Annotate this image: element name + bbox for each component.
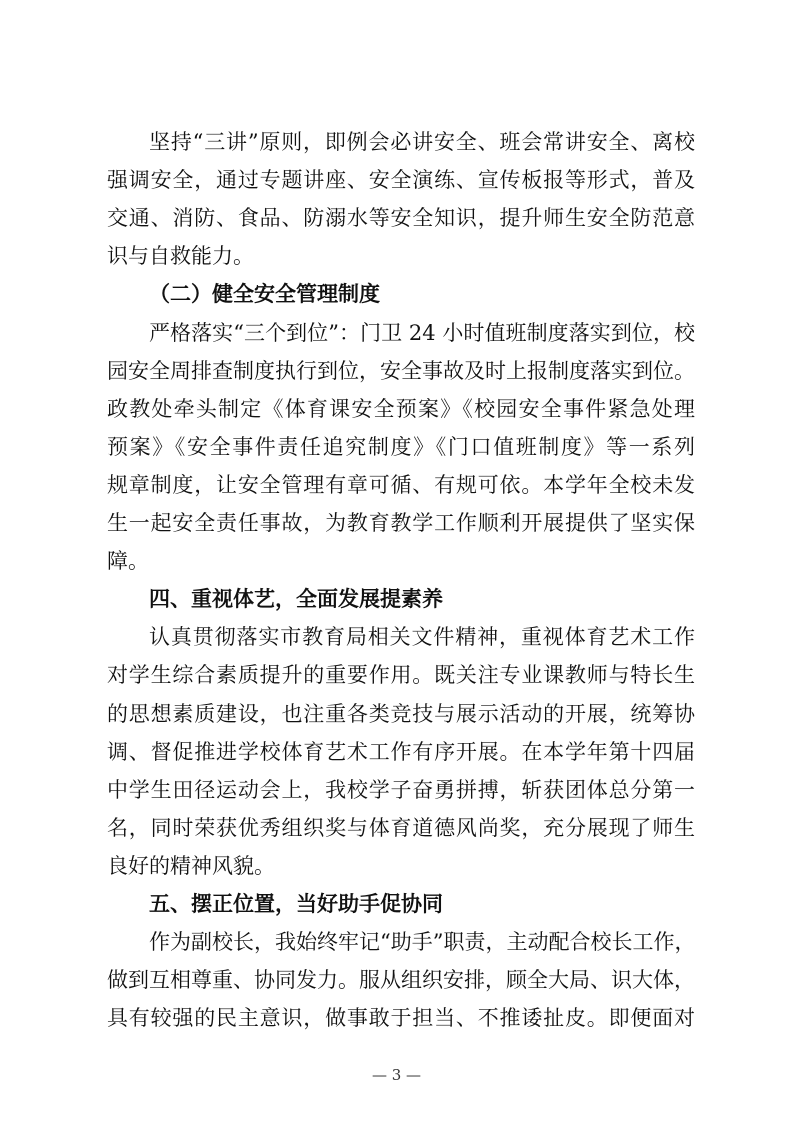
paragraph-line: 做到互相尊重、协同发力。服从组织安排，顾全大局、识大体， bbox=[107, 968, 695, 993]
paragraph-line: 调、督促推进学校体育艺术工作有序开展。在本学年第十四届 bbox=[107, 739, 695, 764]
paragraph-line: 对学生综合素质提升的重要作用。既关注专业课教师与特长生 bbox=[107, 663, 695, 688]
paragraph-line: 良好的精神风貌。 bbox=[107, 853, 275, 878]
paragraph-line: 园安全周排查制度执行到位，安全事故及时上报制度落实到位。 bbox=[107, 358, 695, 383]
section-heading: 五、摆正位置，当好助手促协同 bbox=[149, 892, 443, 916]
section-heading: 四、重视体艺，全面发展提素养 bbox=[149, 587, 443, 612]
paragraph-line: 预案》《安全事件责任追究制度》《门口值班制度》等一系列 bbox=[107, 434, 695, 459]
paragraph-line: 作为副校长，我始终牢记“助手”职责，主动配合校长工作， bbox=[149, 930, 696, 955]
paragraph-line: 强调安全，通过专题讲座、安全演练、宣传板报等形式，普及 bbox=[107, 168, 695, 193]
paragraph-line: 严格落实“三个到位”：门卫 24 小时值班制度落实到位，校 bbox=[149, 320, 695, 345]
paragraph-line: 的思想素质建设，也注重各类竞技与展示活动的开展，统筹协 bbox=[107, 701, 695, 726]
paragraph-line: 政教处牵头制定《体育课安全预案》《校园安全事件紧急处理 bbox=[107, 396, 695, 421]
paragraph-line: 生一起安全责任事故，为教育教学工作顺利开展提供了坚实保 bbox=[107, 511, 695, 535]
paragraph-line: 交通、消防、食品、防溺水等安全知识，提升师生安全防范意 bbox=[107, 206, 695, 231]
page-number: — 3 — bbox=[371, 1066, 422, 1084]
paragraph-line: 识与自救能力。 bbox=[107, 244, 254, 269]
section-heading: （二）健全安全管理制度 bbox=[149, 282, 380, 307]
paragraph-line: 中学生田径运动会上，我校学子奋勇拼搏，斩获团体总分第一 bbox=[107, 777, 695, 802]
paragraph-line: 障。 bbox=[107, 549, 149, 574]
paragraph-line: 认真贯彻落实市教育局相关文件精神，重视体育艺术工作 bbox=[149, 625, 695, 650]
paragraph-line: 名，同时荣获优秀组织奖与体育道德风尚奖，充分展现了师生 bbox=[107, 815, 695, 840]
paragraph-line: 规章制度，让安全管理有章可循、有规可依。本学年全校未发 bbox=[107, 472, 695, 497]
paragraph-line: 坚持“三讲”原则，即例会必讲安全、班会常讲安全、离校 bbox=[149, 130, 695, 154]
paragraph-line: 具有较强的民主意识，做事敢于担当、不推诿扯皮。即便面对 bbox=[107, 1006, 695, 1031]
